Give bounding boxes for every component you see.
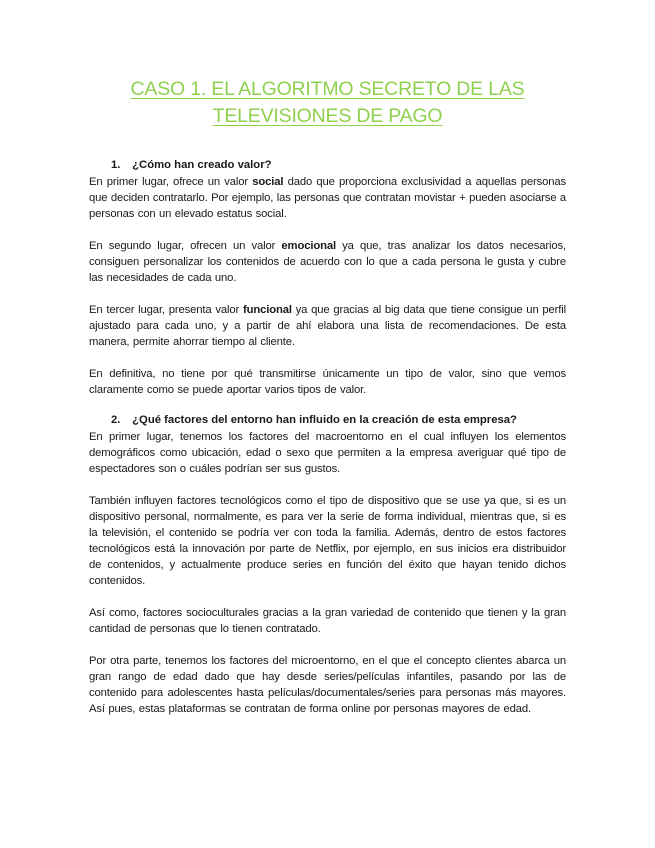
text-run: ya que gracias al big data que tiene consigue un perfil ajustado para cada uno, y a partir de ahí elabora una lista de recomendaciones. De esta manera, permite ahorrar tiempo al cliente.	[89, 304, 567, 348]
bold-term: funcional	[242, 304, 292, 316]
section-1-heading	[111, 157, 566, 173]
document-title	[89, 76, 566, 130]
bold-term: emocional	[281, 240, 336, 252]
section-2-paragraph-4: Por otra parte, tenemos los factores del microentorno, en el que el concepto clientes abarca un gran rango de edad dado que hay desde series/películas infantiles, pasando por las de contenido para adolescentes hasta películas/documentales/series para personas más mayores. Así pues, estas plataformas se contratan de forma online por personas mayores de edad.	[89, 655, 566, 715]
text-run: ya que, tras analizar los datos necesarios, consiguen personalizar los contenidos de acuerdo con lo que a cada persona le gusta y cubre las necesidades de cada uno.	[89, 240, 566, 284]
section-1-number: 1.	[111, 159, 121, 171]
text-run: En segundo lugar, ofrecen un valor	[89, 240, 282, 252]
section-1-paragraph-1	[89, 174, 566, 222]
section-1-heading-text: ¿Cómo han creado valor?	[132, 159, 272, 171]
section-1-paragraph-3	[89, 302, 566, 350]
section-2-paragraph-3: Así como, factores socioculturales gracias a la gran variedad de contenido que tienen y la gran cantidad de personas que lo tienen contratado.	[89, 607, 566, 635]
section-1-paragraph-2	[89, 238, 566, 286]
title-line-1: CASO 1. EL ALGORITMO SECRETO DE LAS	[130, 78, 525, 100]
section-2-paragraph-2: También influyen factores tecnológicos como el tipo de dispositivo que se use ya que, si es un dispositivo personal, normalmente, es para ver la serie de forma individual, mientras que, si es la televisión, el contenido se podría ver con toda la familia. Además, dentro de estos factores tecnológicos está la innovación por parte de Netflix, por ejemplo, en sus inicios era distribuidor de contenidos, y actualmente produce series en función del éxito que hayan tenido dichos contenidos.	[89, 495, 566, 587]
bold-term: social	[252, 176, 284, 188]
section-2-heading-text: ¿Qué factores del entorno han influido en la creación de esta empresa?	[132, 414, 517, 426]
section-1-paragraph-4: En definitiva, no tiene por qué transmitirse únicamente un tipo de valor, sino que vemos claramente como se puede aportar varios tipos de valor.	[89, 368, 566, 396]
text-run: dado que proporciona exclusividad a aquellas personas que deciden contratarlo. Por ejemplo, las personas que contratan movistar + pueden asociarse a personas con un elevado estatus social.	[89, 176, 567, 220]
title-line-2: TELEVISIONES DE PAGO	[212, 105, 443, 127]
section-2-heading	[111, 412, 566, 428]
section-2-number: 2.	[111, 414, 121, 426]
text-run: En tercer lugar, presenta valor	[89, 304, 243, 316]
text-run: En primer lugar, ofrece un valor	[89, 176, 253, 188]
section-2-paragraph-1: En primer lugar, tenemos los factores del macroentorno en el cual influyen los elementos demográficos como ubicación, edad o sexo que permiten a la empresa averiguar qué tipo de espectadores son o cuáles podrían ser sus gustos.	[89, 431, 566, 475]
